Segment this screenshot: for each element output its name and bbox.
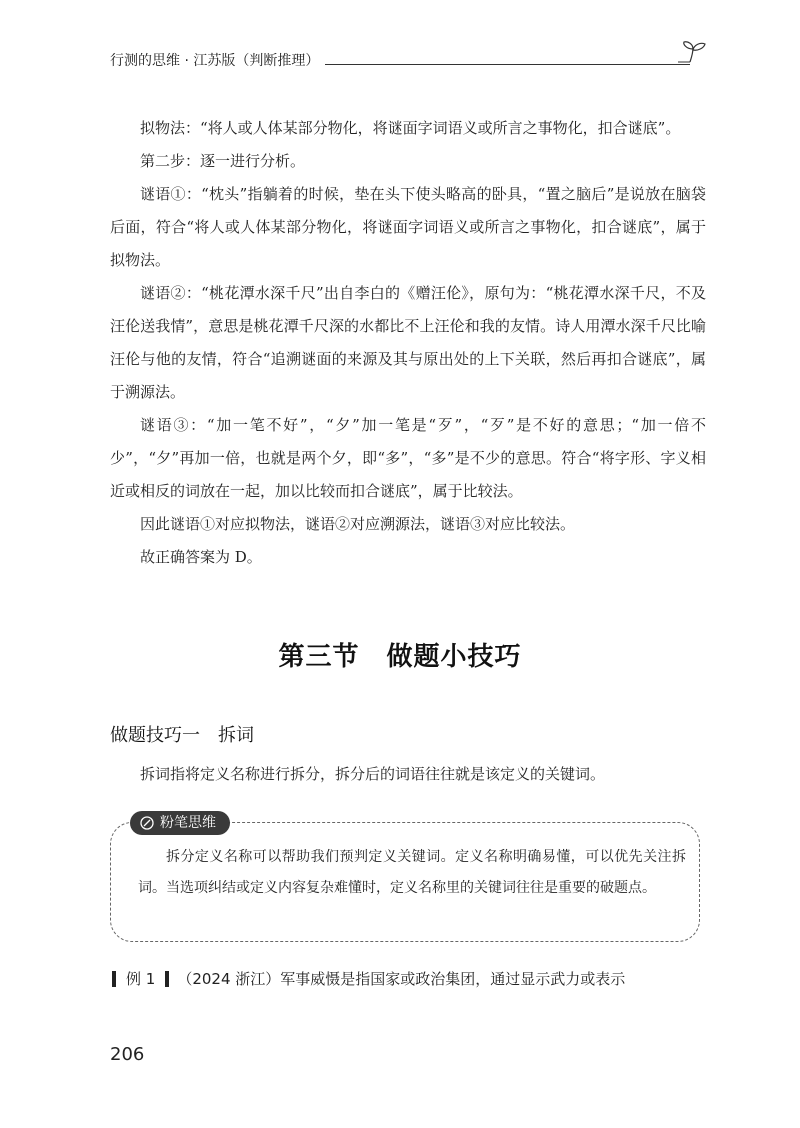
section-title: 第三节 做题小技巧 (278, 642, 522, 672)
paragraph-riddle-3: 谜语③：“加一笔不好”，“夕”加一笔是“歹”，“歹”是不好的意思；“加一倍不少”，“夕”再加一倍，也就是两个夕，即“多”，“多”是不少的意思。符合“将字形、字义相近或相反的词放在一起，加以比较而扣合谜底”，属于比较法。 (110, 416, 706, 500)
paragraph-riddle-1: 谜语①：“枕头”指躺着的时候，垫在头下使头略高的卧具，“置之脑后”是说放在脑袋后面，符合“将人或人体某部分物化，将谜面字词语义或所言之事物化，扣合谜底”，属于拟物法。 (110, 185, 706, 269)
header-rule (310, 64, 690, 65)
example-label: 例 1 (126, 970, 156, 988)
example-bar-right (165, 971, 169, 987)
sprout-icon (676, 40, 710, 68)
example-text: （2024 浙江）军事威慑是指国家或政治集团，通过显示武力或表示 (177, 970, 626, 988)
page-number: 206 (110, 1044, 145, 1065)
tip-heading: 做题技巧一 拆词 (110, 725, 254, 746)
paragraph-answer: 故正确答案为 D。 (140, 548, 262, 566)
paragraph-riddle-2: 谜语②：“桃花潭水深千尺”出自李白的《赠汪伦》，原句为：“桃花潭水深千尺，不及汪伦送我情”，意思是桃花潭千尺深的水都比不上汪伦和我的友情。诗人用潭水深千尺比喻汪伦与他的友情，符合“追溯谜面的来源及其与原出处的上下关联，然后再扣合谜底”，属于溯源法。 (110, 284, 706, 401)
thinking-tag (130, 811, 230, 835)
running-header (110, 46, 710, 74)
thinking-tag-label: 粉笔思维 (160, 815, 216, 831)
pencil-icon (140, 816, 154, 830)
thinking-text: 拆分定义名称可以帮助我们预判定义关键词。定义名称明确易懂，可以优先关注拆词。当选项纠结或定义内容复杂难懂时，定义名称里的关键词往往是重要的破题点。 (138, 849, 686, 896)
paragraph-conclusion: 因此谜语①对应拟物法，谜语②对应溯源法，谜语③对应比较法。 (140, 515, 576, 533)
example-bar-left (112, 971, 116, 987)
example-line (112, 968, 708, 989)
solution-text (110, 112, 706, 574)
tip-intro: 拆词指将定义名称进行拆分，拆分后的词语往往就是该定义的关键词。 (140, 765, 606, 783)
book-title: 行测的思维 · 江苏版（判断推理） (110, 50, 325, 70)
paragraph-nimu: 拟物法：“将人或人体某部分物化，将谜面字词语义或所言之事物化，扣合谜底”。 (140, 119, 681, 137)
paragraph-step2: 第二步：逐一进行分析。 (140, 152, 306, 170)
